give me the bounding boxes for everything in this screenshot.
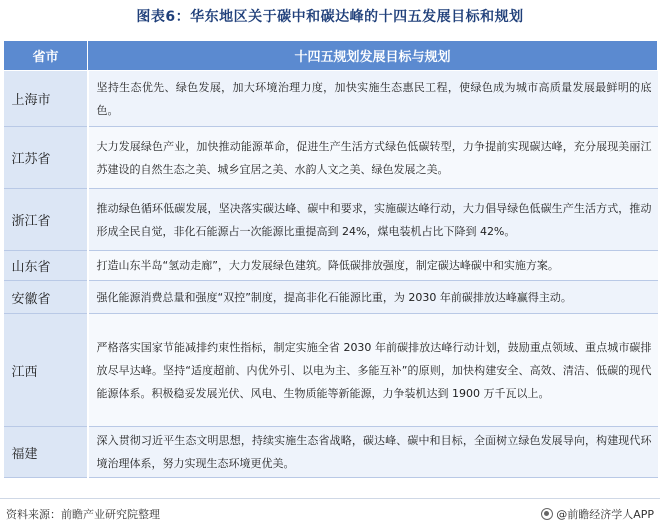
source-note: 资料来源：前瞻产业研究院整理 bbox=[6, 508, 160, 521]
chart-title: 图表6：华东地区关于碳中和碳达峰的十四五发展目标和规划 bbox=[136, 9, 524, 25]
table-row bbox=[4, 281, 658, 314]
goal-text-cell: 坚持生态优先、绿色发展，加大环境治理力度，加快实施生态惠民工程，使绿色成为城市高质量发展最鲜明的底色。 bbox=[88, 71, 658, 127]
brand-text: @前瞻经济学人APP bbox=[556, 508, 654, 521]
goal-text-cell: 深入贯彻习近平生态文明思想，持续实施生态省战略，碳达峰、碳中和目标，全面树立绿色发展导向，构建现代环境治理体系，努力实现生态环境更优美。 bbox=[88, 427, 658, 478]
table-header-row bbox=[4, 41, 658, 71]
province-cell: 浙江省 bbox=[4, 189, 88, 251]
footer bbox=[0, 498, 660, 530]
goals-table bbox=[3, 40, 658, 478]
goal-text-cell: 大力发展绿色产业，加快推动能源革命，促进生产生活方式绿色低碳转型，力争提前实现碳达峰，充分展现美丽江苏建设的自然生态之美、城乡宜居之美、水韵人文之美、绿色发展之美。 bbox=[88, 127, 658, 189]
qianzhan-logo-icon bbox=[541, 508, 553, 520]
province-cell: 上海市 bbox=[4, 71, 88, 127]
table-row bbox=[4, 71, 658, 127]
header-province: 省市 bbox=[4, 41, 88, 71]
province-cell: 福建 bbox=[4, 427, 88, 478]
goal-text-cell: 推动绿色循环低碳发展，坚决落实碳达峰、碳中和要求，实施碳达峰行动，大力倡导绿色低碳生产生活方式，推动形成全民自觉，非化石能源占一次能源比重提高到 24%，煤电装机占比下降到 42%。 bbox=[88, 189, 658, 251]
province-cell: 安徽省 bbox=[4, 281, 88, 314]
province-cell: 江西 bbox=[4, 314, 88, 427]
goal-text-cell: 严格落实国家节能减排约束性指标，制定实施全省 2030 年前碳排放达峰行动计划，鼓励重点领域、重点城市碳排放尽早达峰。坚持“适度超前、内优外引、以电为主、多能互补”的原则，加快构建安全、高效、清洁、低碳的现代能源体系。积极稳妥发展光伏、风电、生物质能等新能源，力争装机达到 1900 万千瓦以上。 bbox=[88, 314, 658, 427]
brand-credit bbox=[541, 506, 654, 522]
table-row bbox=[4, 127, 658, 189]
province-cell: 江苏省 bbox=[4, 127, 88, 189]
table-row bbox=[4, 189, 658, 251]
province-cell: 山东省 bbox=[4, 251, 88, 281]
header-goals: 十四五规划发展目标与规划 bbox=[88, 41, 658, 71]
table-row bbox=[4, 251, 658, 281]
goal-text-cell: 强化能源消费总量和强度“双控”制度，提高非化石能源比重，为 2030 年前碳排放达峰赢得主动。 bbox=[88, 281, 658, 314]
table-row bbox=[4, 427, 658, 478]
goal-text-cell: 打造山东半岛“氢动走廊”，大力发展绿色建筑。降低碳排放强度，制定碳达峰碳中和实施方案。 bbox=[88, 251, 658, 281]
table-row bbox=[4, 314, 658, 427]
